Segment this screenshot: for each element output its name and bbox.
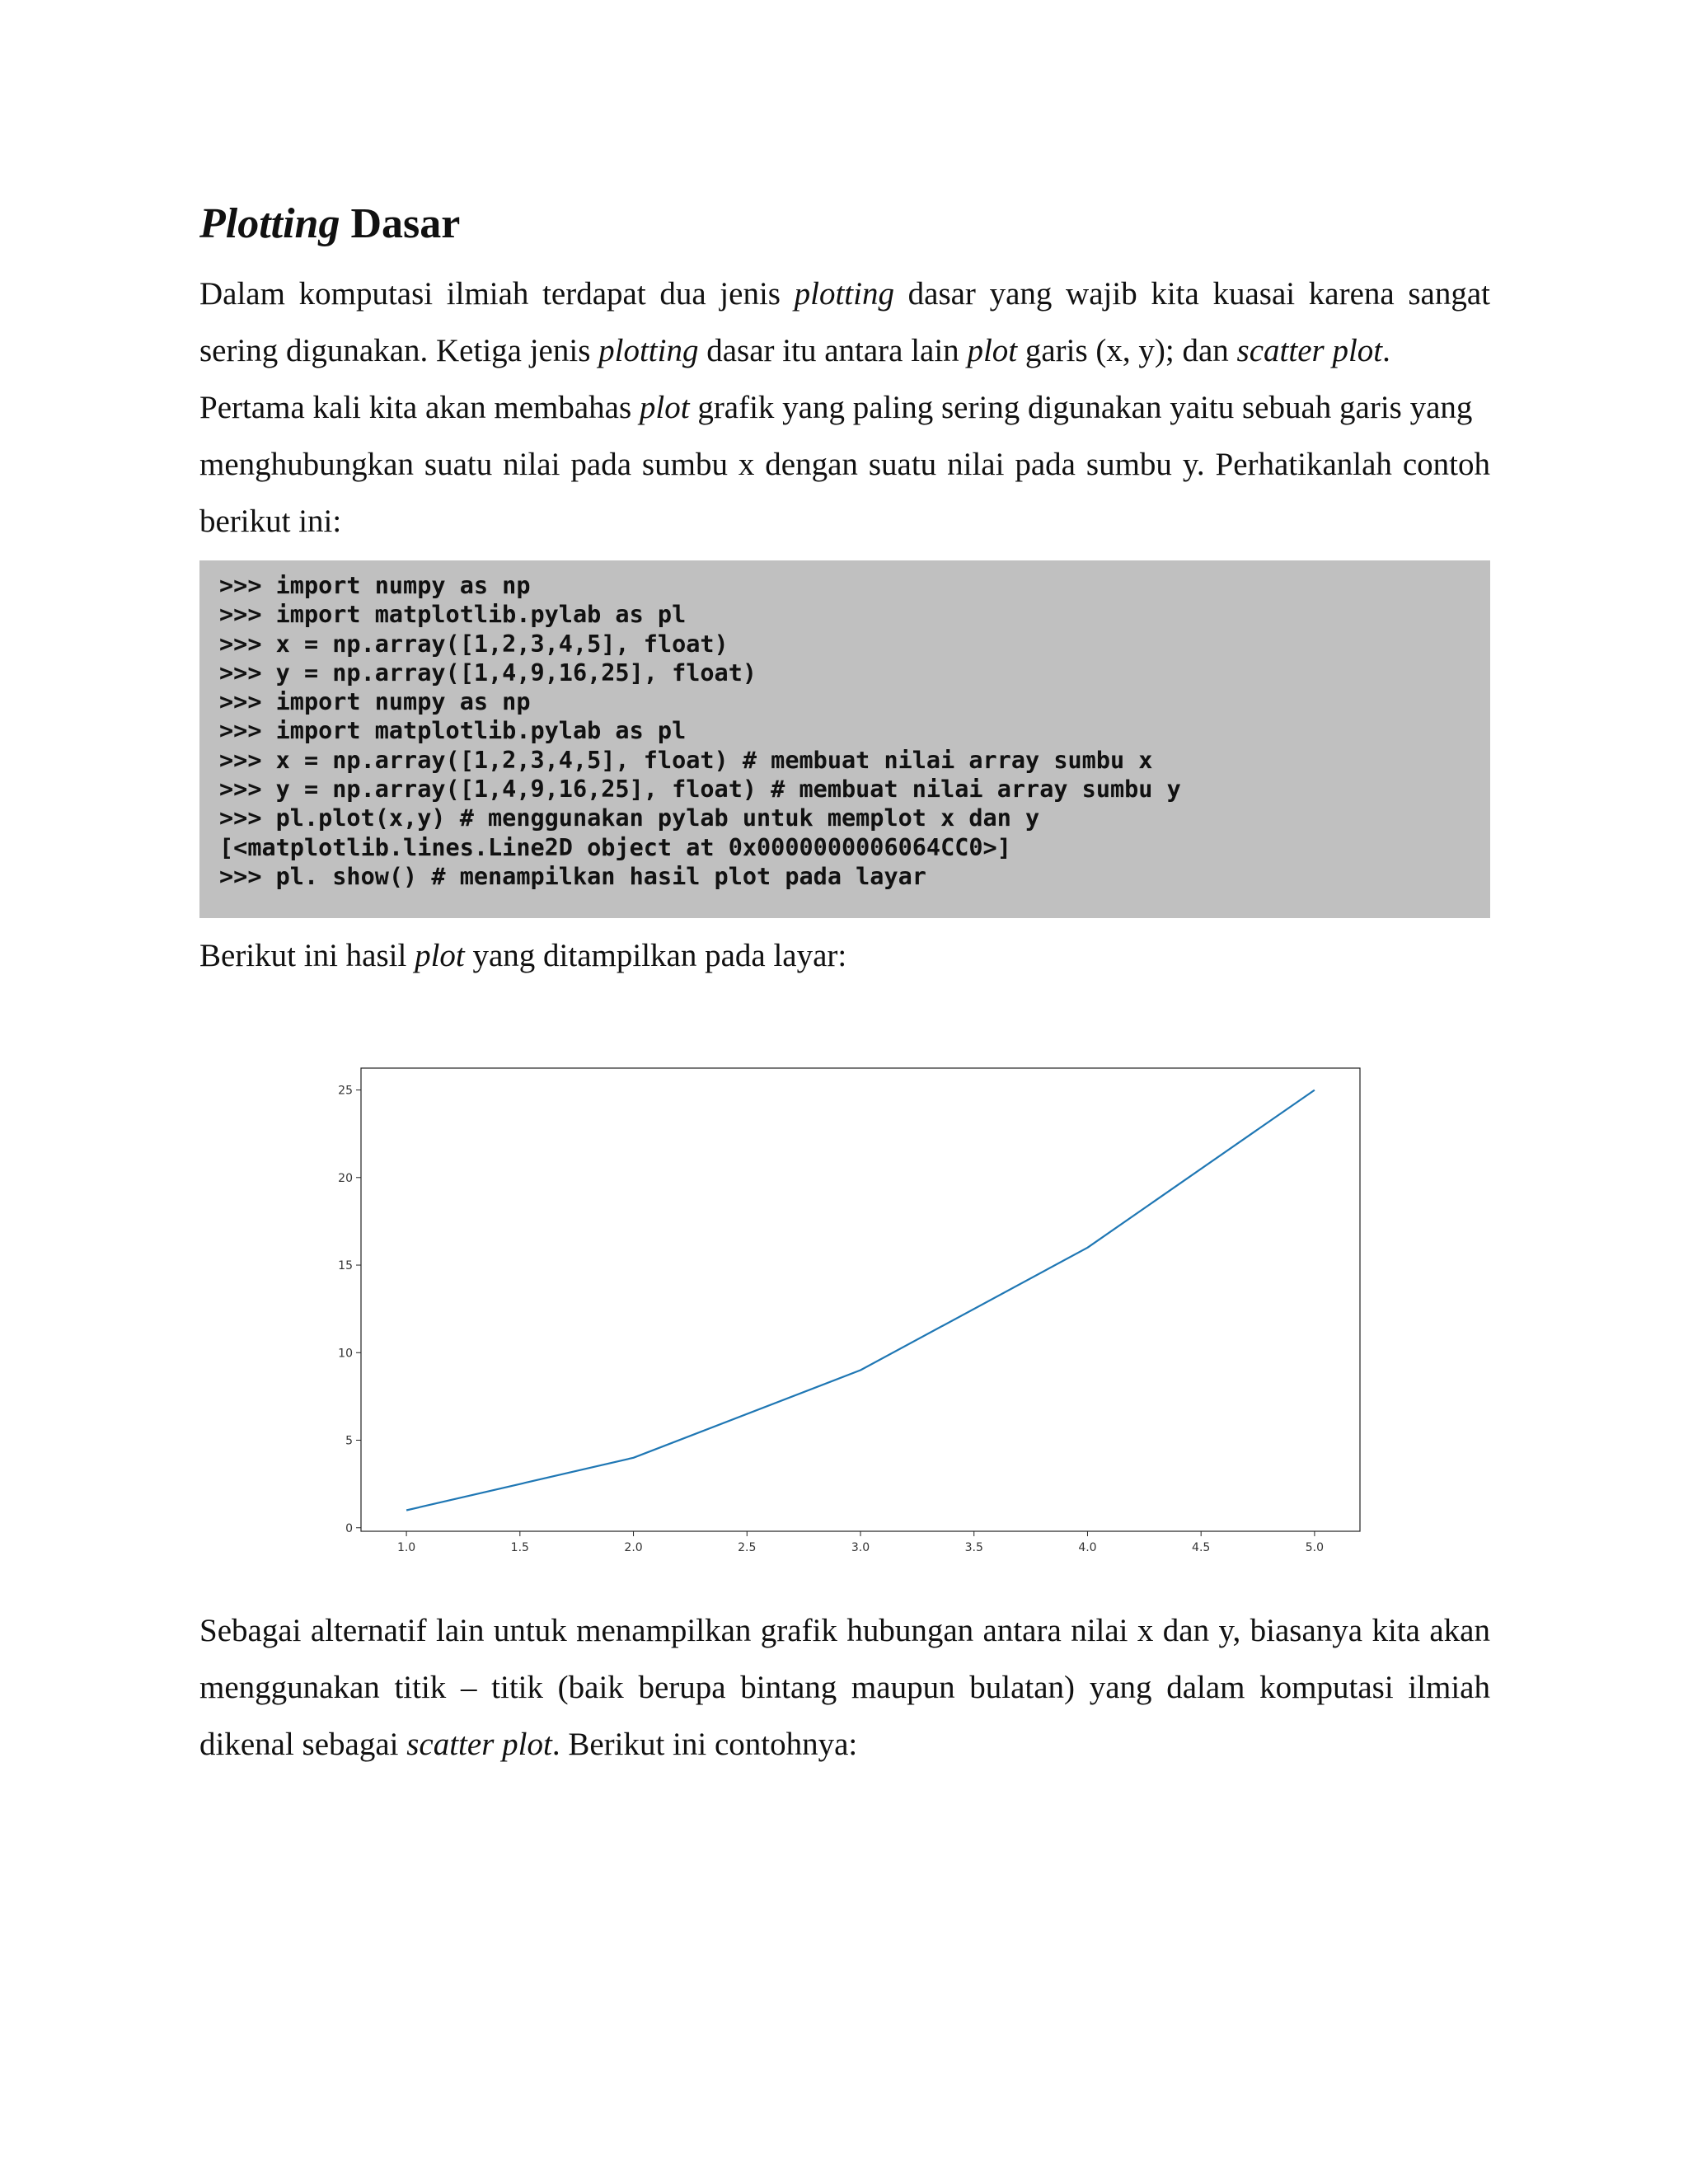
y-tick-label: 15 xyxy=(338,1259,353,1273)
text-run-italic: scatter plot xyxy=(1236,333,1383,368)
series-line xyxy=(406,1090,1315,1511)
intro-line-2 xyxy=(199,322,1490,379)
code-line: >>> import numpy as np xyxy=(219,572,531,599)
code-line: >>> x = np.array([1,2,3,4,5], float) xyxy=(219,630,729,658)
intro-line-1 xyxy=(199,265,1490,322)
section-title-rest: Dasar xyxy=(340,200,461,247)
text-run: . Berikut ini contohnya: xyxy=(551,1727,858,1762)
code-line: >>> pl. show() # menampilkan hasil plot pada layar xyxy=(219,862,926,890)
code-line: >>> import numpy as np xyxy=(219,688,531,716)
text-run: dasar itu antara lain xyxy=(698,333,968,368)
text-run: Berikut ini hasil xyxy=(199,938,415,973)
text-run: . xyxy=(1382,333,1390,368)
x-tick-label: 5.0 xyxy=(1305,1541,1325,1554)
x-tick-label: 3.0 xyxy=(851,1541,870,1554)
result-caption-line xyxy=(199,927,1490,984)
scatter-line-3 xyxy=(199,1716,1490,1773)
code-line: >>> import matplotlib.pylab as pl xyxy=(219,717,687,745)
text-run: garis (x, y); dan xyxy=(1017,333,1237,368)
x-tick-label: 3.5 xyxy=(964,1541,983,1554)
text-run: dasar yang wajib kita kuasai karena sangat xyxy=(893,276,1490,312)
text-run-italic: scatter plot xyxy=(406,1727,552,1762)
code-line: >>> x = np.array([1,2,3,4,5], float) # membuat nilai array sumbu x xyxy=(219,746,1153,774)
text-run-italic: plot xyxy=(415,938,465,973)
x-tick-label: 1.0 xyxy=(396,1541,416,1554)
code-line: >>> y = np.array([1,4,9,16,25], float) # membuat nilai array sumbu y xyxy=(219,776,1181,804)
text-run: yang ditampilkan pada layar: xyxy=(464,938,847,973)
text-run-italic: plot xyxy=(967,333,1018,368)
x-tick-label: 4.0 xyxy=(1078,1541,1097,1554)
x-tick-label: 4.5 xyxy=(1192,1541,1211,1554)
y-tick-label: 5 xyxy=(345,1434,353,1448)
intro-line-4: menghubungkan suatu nilai pada sumbu x dengan suatu nilai pada sumbu y. Perhatikanlah contoh xyxy=(199,447,1490,482)
text-run: sering digunakan. Ketiga jenis xyxy=(199,333,599,368)
code-line: >>> y = np.array([1,4,9,16,25], float) xyxy=(219,658,757,687)
text-run-italic: plotting xyxy=(794,276,894,312)
text-run-italic: plotting xyxy=(598,333,699,368)
intro-line-3 xyxy=(199,379,1490,436)
plot-frame xyxy=(361,1068,1360,1531)
y-tick-label: 0 xyxy=(345,1521,353,1535)
y-tick-label: 10 xyxy=(338,1347,353,1361)
scatter-intro-paragraph xyxy=(199,1602,1490,1773)
code-line: >>> pl.plot(x,y) # menggunakan pylab untuk memplot x dan y xyxy=(219,804,1040,832)
intro-line-5: berikut ini: xyxy=(199,504,342,539)
x-tick-label: 2.5 xyxy=(738,1541,757,1554)
line-plot-svg xyxy=(305,1055,1376,1566)
section-title xyxy=(199,194,460,254)
text-run: Dalam komputasi ilmiah terdapat dua jenis xyxy=(199,276,795,312)
result-caption xyxy=(199,927,1490,984)
y-tick-label: 20 xyxy=(338,1171,353,1185)
section-title-italic: Plotting xyxy=(199,200,340,247)
line-plot-figure xyxy=(305,1055,1376,1566)
code-line: [<matplotlib.lines.Line2D object at 0x0000000006064CC0>] xyxy=(219,833,1011,861)
y-tick-label: 25 xyxy=(338,1084,353,1098)
x-tick-label: 2.0 xyxy=(624,1541,643,1554)
text-run: Pertama kali kita akan membahas xyxy=(199,390,640,425)
scatter-line-1: Sebagai alternatif lain untuk menampilkan grafik hubungan antara nilai x dan y, biasanya kita akan xyxy=(199,1613,1490,1648)
text-run-italic: plot xyxy=(639,390,690,425)
intro-paragraph xyxy=(199,265,1490,550)
x-tick-label: 1.5 xyxy=(510,1541,529,1554)
code-block xyxy=(199,560,1490,918)
text-run: grafik yang paling sering digunakan yaitu sebuah garis yang xyxy=(689,390,1473,425)
text-run: dikenal sebagai xyxy=(199,1727,407,1762)
code-line: >>> import matplotlib.pylab as pl xyxy=(219,601,687,629)
scatter-line-2: menggunakan titik – titik (baik berupa bintang maupun bulatan) yang dalam komputasi ilmiah xyxy=(199,1670,1490,1705)
